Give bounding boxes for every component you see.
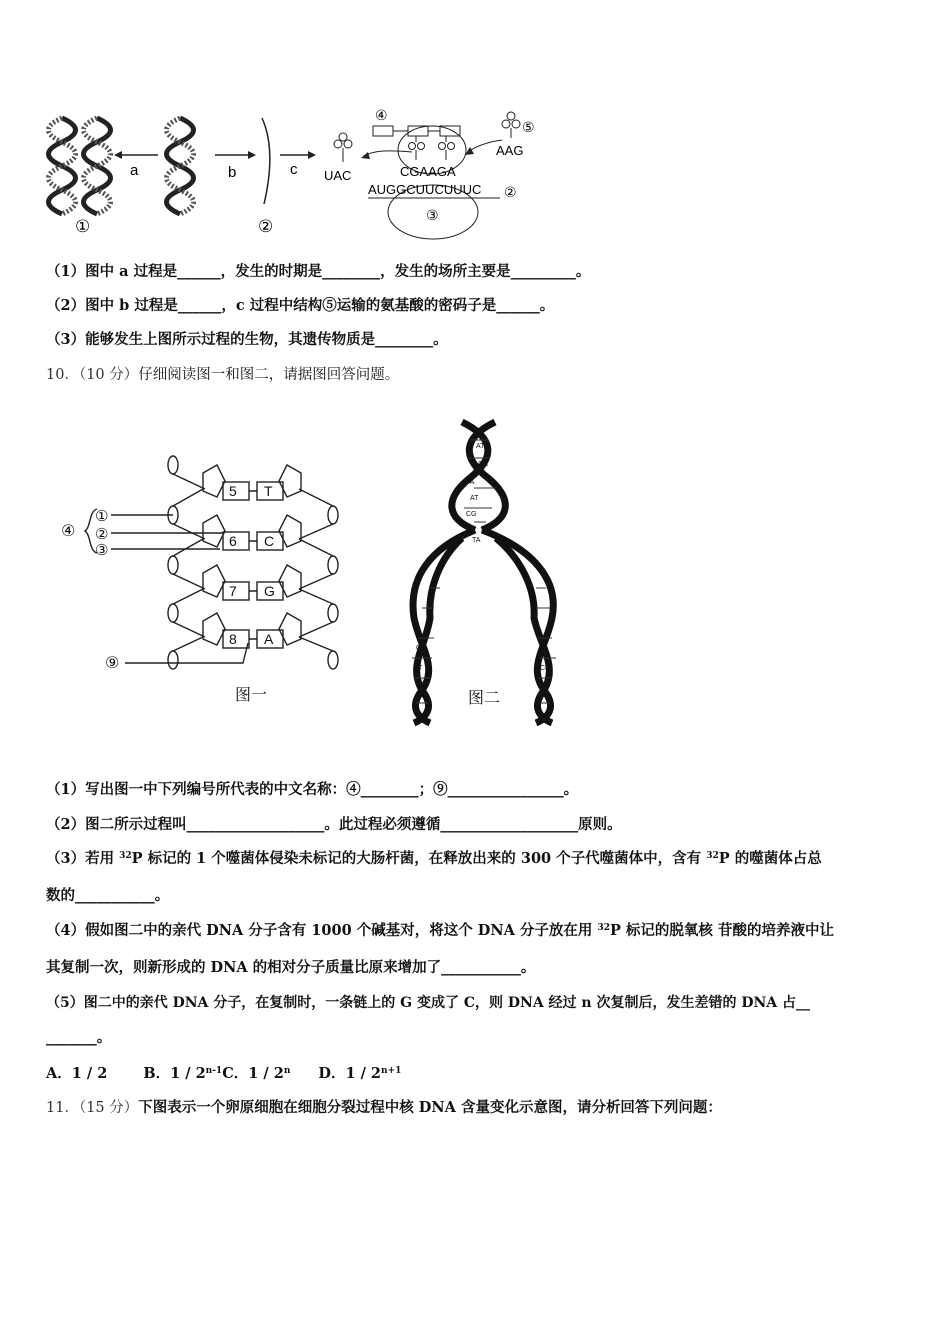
q10-part5-line2: _______。 <box>46 1029 112 1046</box>
q10-title: 仔细阅读图一和图二，请据图回答问题。 <box>138 367 400 383</box>
label-1: ① <box>75 217 91 236</box>
label-2b: ② <box>504 184 517 200</box>
option-b[interactable]: B．1 / 2$^{n-1}$ <box>143 1065 223 1082</box>
base-left-1: 5 <box>229 483 237 499</box>
q10-part4-line1: （4）假如图二中的亲代 DNA 分子含有 1000 个碱基对，将这个 DNA 分子放在用 $^{32}$P 标记的脱氧核 苷酸的培养液中让 <box>46 922 834 939</box>
pair-label-1: TA <box>472 431 481 438</box>
label-3: ③ <box>426 207 439 223</box>
phosphate-left-1 <box>168 456 178 474</box>
central-dogma-figure <box>40 100 560 245</box>
q10-part5-line1: （5）图二中的亲代 DNA 分子，在复制时，一条链上的 G 变成了 C，则 DNA 经过 n 次复制后，发生差错的 DNA 占__ <box>46 995 811 1011</box>
arrow-c <box>280 151 316 159</box>
bound-trna-2 <box>439 136 455 160</box>
amino-acid-box-4 <box>373 126 393 136</box>
label-4-fig1: ④ <box>61 523 76 540</box>
anticodon-mid: CGAAGA <box>400 164 456 179</box>
pair-label-2: AT <box>476 443 485 450</box>
parent-dna-helix <box>167 118 194 214</box>
label-b: b <box>228 164 237 181</box>
base-right-2: C <box>264 533 275 549</box>
label-4: ④ <box>375 107 388 123</box>
q10-part4-line2: 其复制一次，则新形成的 DNA 的相对分子质量比原来增加了___________。 <box>46 959 536 976</box>
bound-trna-1 <box>409 136 425 160</box>
label-2-fig1: ② <box>95 526 109 543</box>
q10-part3-line2: 数的___________。 <box>46 887 170 904</box>
arrow-release <box>364 151 412 156</box>
incoming-trna-right <box>502 112 520 138</box>
base-left-3: 7 <box>229 583 237 599</box>
q10-part3-line1: （3）若用 $^{32}$P 标记的 1 个噬菌体侵染未标记的大肠杆菌，在释放出来的 300 个子代噬菌体中，含有 $^{32}$P 的噬菌体占总 <box>46 850 822 867</box>
base-right-1: T <box>264 483 273 499</box>
base-left-4: 8 <box>229 631 237 647</box>
q10-points: （10 分） <box>78 367 139 383</box>
phosphate-left-4 <box>168 604 178 622</box>
q11-number: 11． <box>46 1100 79 1116</box>
q9-part1: （1）图中 a 过程是______，发生的时期是________，发生的场所主要是_________。 <box>46 263 591 280</box>
mrna-strand <box>262 118 270 204</box>
pair-label-3: GC <box>478 461 489 468</box>
anticodon-left: UAC <box>324 168 352 183</box>
label-c: c <box>290 161 298 178</box>
q10-options <box>46 1064 401 1084</box>
label-a: a <box>130 162 139 179</box>
label-1-fig1: ① <box>95 508 109 525</box>
pair-label-5: AT <box>470 495 479 502</box>
option-d[interactable]: D．$1 / 2^{n+1}$ <box>318 1065 402 1082</box>
phosphate-left-5 <box>168 651 178 669</box>
daughter-dna-helix-2 <box>84 118 111 214</box>
free-trna-left <box>334 133 352 162</box>
q10-part1: （1）写出图一中下列编号所代表的中文名称：④________；⑨________________。 <box>46 781 579 798</box>
q10-part2: （2）图二所示过程叫___________________。此过程必须遵循___________________原则。 <box>46 816 622 833</box>
base-left-2: 6 <box>229 533 237 549</box>
arrow-b <box>215 151 256 159</box>
label-3-fig1: ③ <box>95 542 109 559</box>
q10-header <box>46 365 399 385</box>
dna-replication-figure <box>400 418 580 728</box>
base-right-4: A <box>264 631 274 647</box>
pair-label-9: AT <box>414 665 423 672</box>
fig2-caption: 图二 <box>468 690 501 707</box>
pair-label-6: CG <box>466 511 477 518</box>
base-right-3: G <box>264 583 275 599</box>
q9-part2: （2）图中 b 过程是______，c 过程中结构⑤运输的氨基酸的密码子是______。 <box>46 297 555 314</box>
deoxyribose-1 <box>203 465 225 497</box>
pair-label-11: CG <box>540 665 551 672</box>
anticodon-right: AAG <box>496 143 524 158</box>
option-a[interactable]: A．1 / 2 <box>46 1065 108 1082</box>
q10-number: 10． <box>46 367 79 383</box>
pair-label-10: TA <box>540 645 549 652</box>
q9-part3: （3）能够发生上图所示过程的生物，其遗传物质是________。 <box>46 331 448 348</box>
option-c[interactable]: C．1 / 2$^n$ <box>222 1065 291 1082</box>
phosphate-left-3 <box>168 556 178 574</box>
label-5: ⑤ <box>522 119 535 135</box>
pair-label-8: GC <box>416 645 427 652</box>
daughter-dna-helix-1 <box>49 118 76 214</box>
mrna-sequence: AUGGCUUCUUUC <box>368 182 482 197</box>
q11-header <box>46 1098 722 1118</box>
fig1-caption: 图一 <box>235 687 268 704</box>
q11-text: 下图表示一个卵原细胞在细胞分裂过程中核 DNA 含量变化示意图，请分析回答下列问题： <box>138 1099 722 1116</box>
q11-points: （15 分） <box>78 1100 139 1116</box>
label-9-fig1: ⑨ <box>105 655 120 672</box>
arrow-a <box>114 151 158 159</box>
pair-label-4: TA <box>466 479 475 486</box>
pair-label-7: TA <box>472 537 481 544</box>
label-2: ② <box>258 217 274 236</box>
dna-structure-figure <box>55 445 355 715</box>
